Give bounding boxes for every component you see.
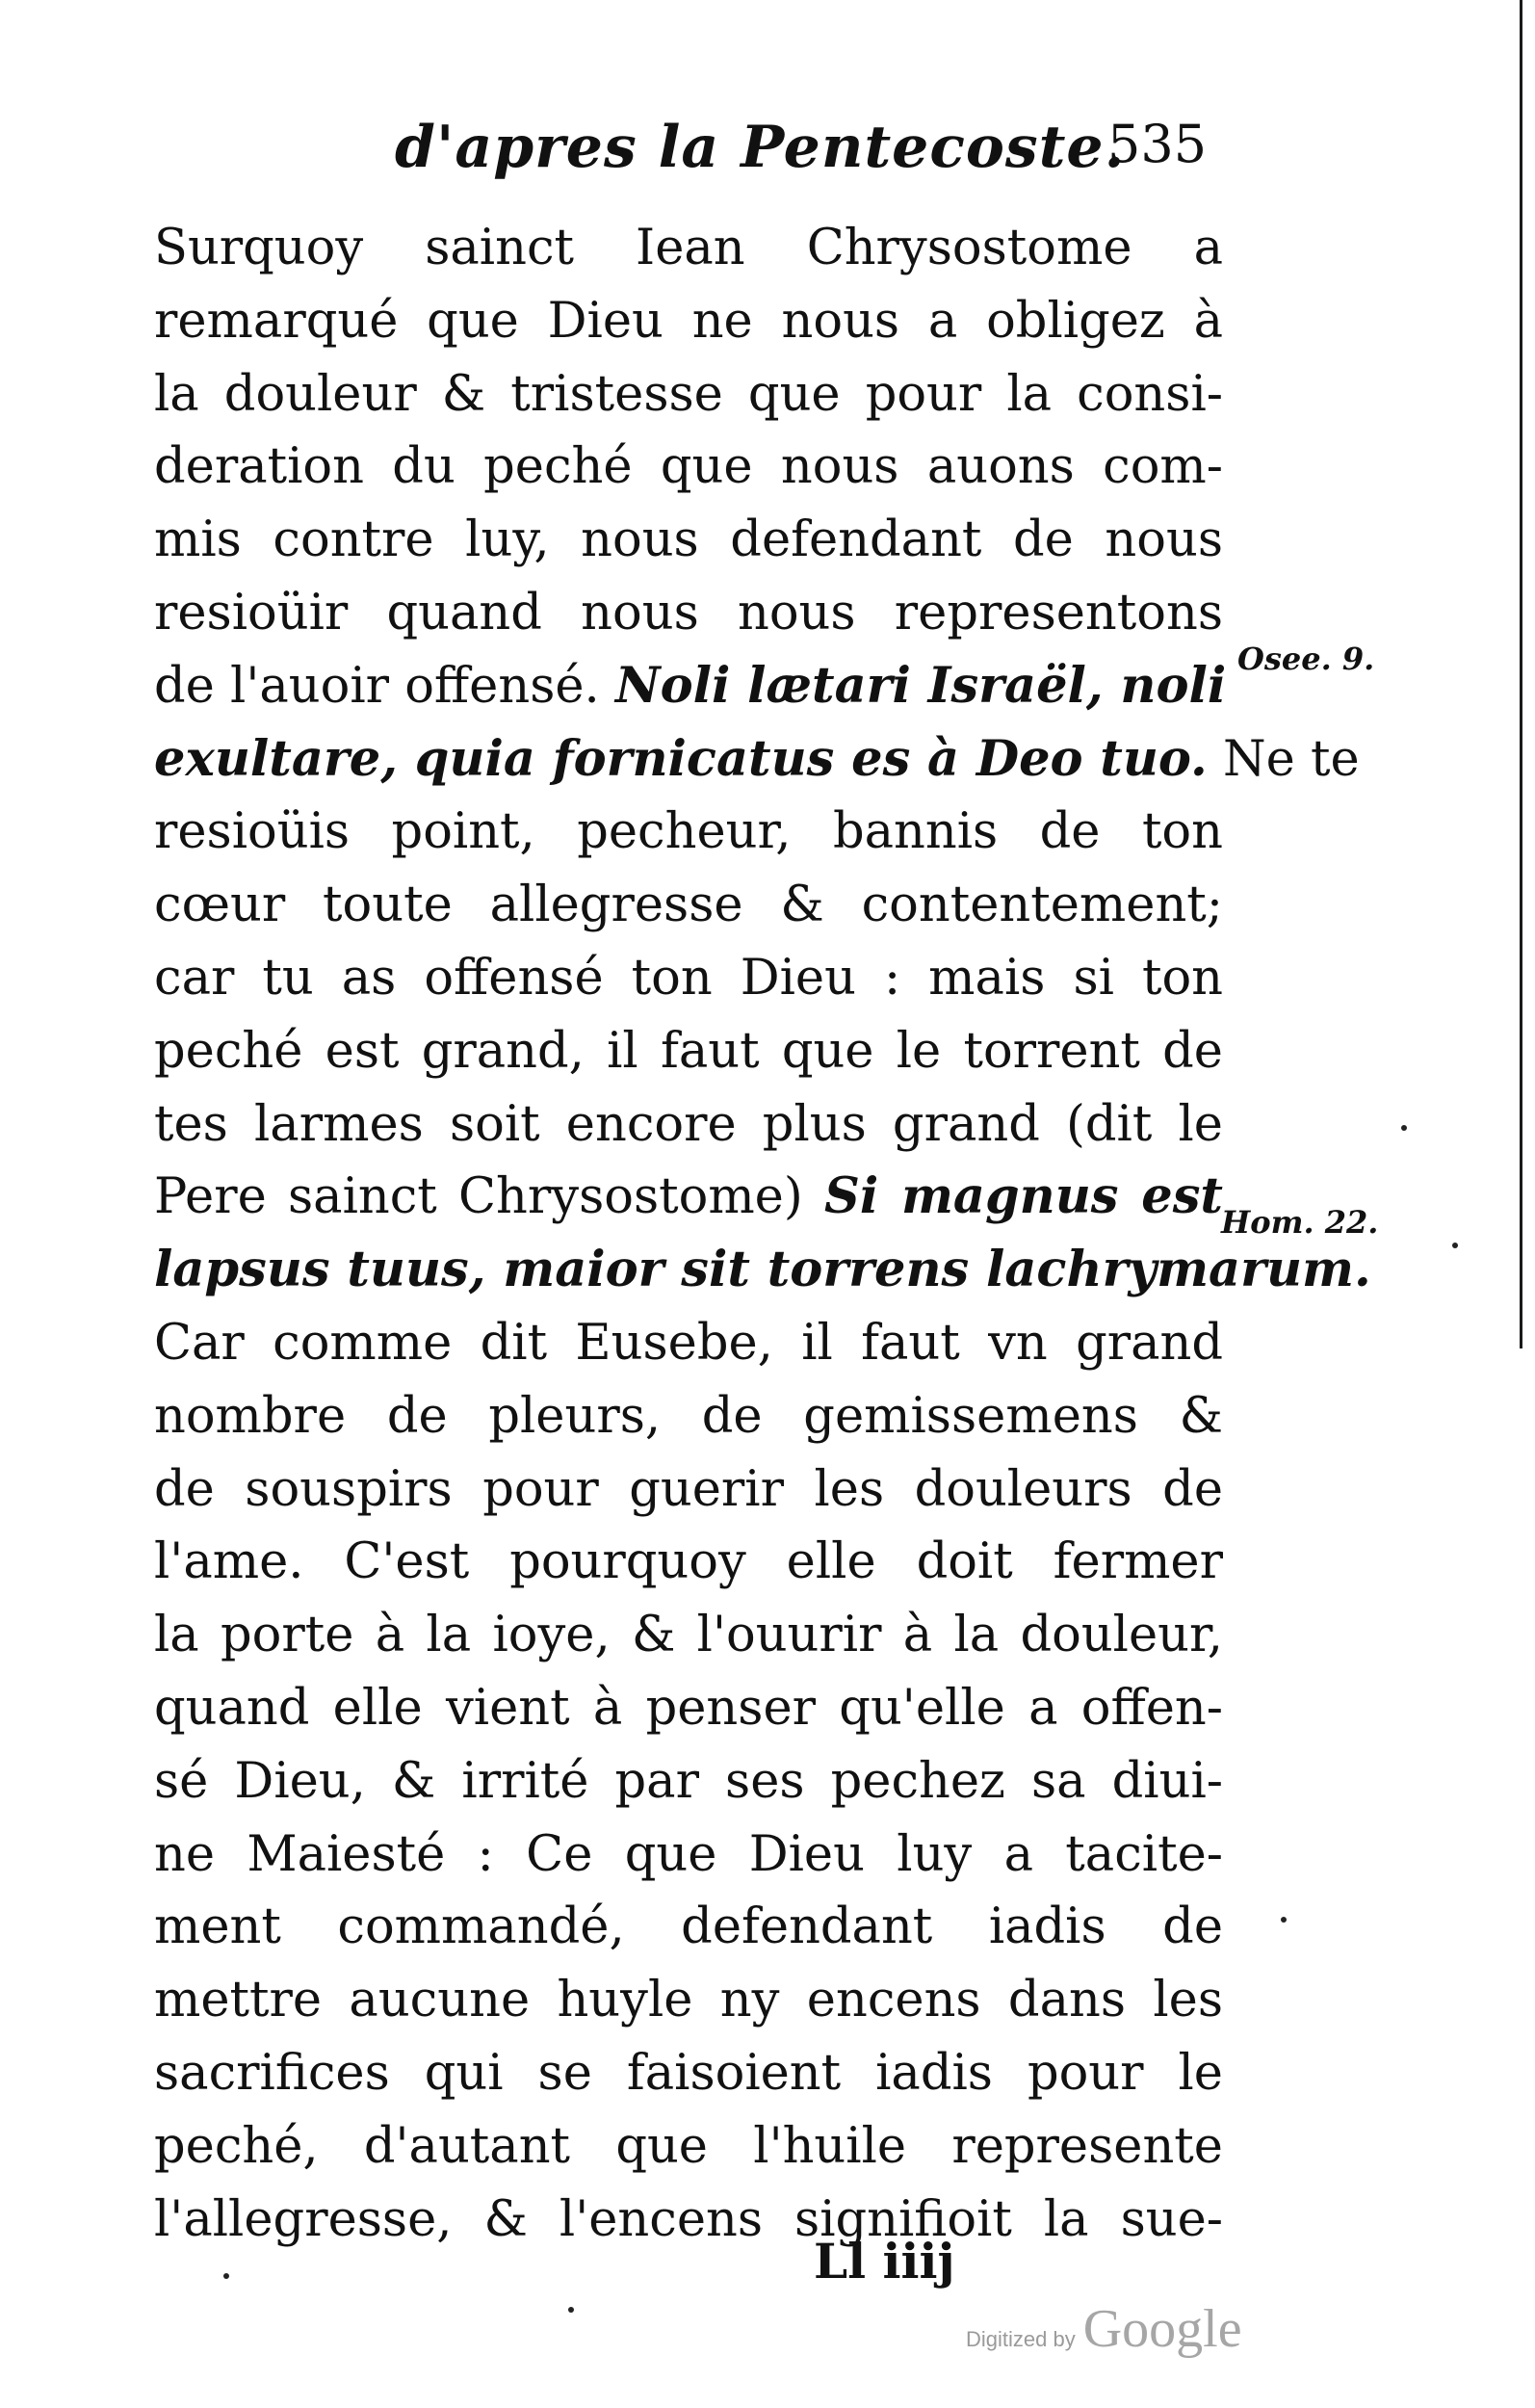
text-line [154,1234,1371,1307]
watermark-brand: Google [1082,2299,1242,2359]
margin-note-osee: Osee. 9. [1237,641,1375,677]
text-segment: car tu as offensé ton Dieu : mais si ton [154,949,1223,1007]
text-segment: mettre aucune huyle ny encens dans les [154,1972,1223,2029]
text-segment: sacrifices qui se faisoient iadis pour le [154,2044,1223,2102]
text-segment: peché est grand, il faut que le torrent de [154,1022,1223,1080]
text-line [154,1088,1223,1162]
text-line [154,2037,1223,2110]
text-segment: mis contre luy, nous defendant de nous [154,511,1223,569]
text-line [154,212,1223,285]
ink-speck [1281,1917,1287,1923]
text-line [154,1015,1223,1088]
text-line [154,1307,1223,1380]
ink-speck [1401,1125,1407,1131]
latin-quotation: Si magnus est [823,1167,1223,1226]
text-line [154,2184,1223,2257]
text-line [154,1161,1223,1234]
page-number: 535 [1107,114,1208,174]
text-segment: deration du peché que nous auons com- [154,438,1223,496]
text-segment: de l'auoir offensé. [154,657,615,715]
text-segment: l'allegresse, & l'encens signifioit la sue- [154,2190,1223,2248]
text-line [154,796,1223,869]
text-segment: ne Maiesté : Ce que Dieu luy a tacite- [154,1825,1223,1883]
text-segment: peché, d'autant que l'huile represente [154,2117,1223,2175]
ink-speck [223,2273,229,2279]
gathering-signature: Ll iiij [814,2233,955,2290]
text-segment: Pere sainct Chrysostome) [154,1168,824,1226]
text-line [154,1453,1223,1527]
text-segment: ment commandé, defendant iadis de [154,1898,1223,1956]
text-line [154,1526,1223,1599]
text-segment: cœur toute allegresse & contentement; [154,877,1223,934]
latin-quotation: exultare, quia fornicatus es à Deo tuo. [154,729,1208,788]
text-segment: de souspirs pour guerir les douleurs de [154,1460,1223,1518]
text-segment: Ne te [1207,730,1360,788]
text-segment: sé Dieu, & irrité par ses pechez sa diui- [154,1752,1223,1810]
text-line [154,723,1360,797]
text-line [154,869,1223,942]
text-segment: nombre de pleurs, de gemissemens & [154,1387,1223,1445]
text-line [154,650,1227,723]
text-line [154,1672,1223,1745]
text-line [154,2110,1223,2184]
text-segment: tes larmes soit encore plus grand (dit le [154,1095,1223,1153]
text-line [154,1380,1223,1453]
latin-quotation: lapsus tuus, maior sit torrens lachrymarum. [154,1241,1371,1299]
text-line [154,1599,1223,1672]
ink-speck [1452,1243,1458,1248]
text-line [154,1891,1223,1964]
ink-speck [568,2307,574,2313]
text-line [154,285,1223,358]
text-segment: quand elle vient à penser qu'elle a offen- [154,1679,1223,1737]
text-segment: la porte à la ioye, & l'ouurir à la douleur, [154,1607,1223,1664]
text-segment: resioüir quand nous nous representons [154,584,1223,641]
text-line [154,358,1223,432]
text-segment: Car comme dit Eusebe, il faut vn grand [154,1314,1223,1372]
text-line [154,1819,1223,1892]
text-line [154,1964,1223,2037]
text-segment: Surquoy sainct Iean Chrysostome a [154,220,1223,276]
text-line [154,504,1223,577]
text-line [154,942,1223,1015]
page-edge-line [1520,0,1522,1348]
latin-quotation: Noli lætari Israël, noli [614,656,1227,715]
text-segment: l'ame. C'est pourquoy elle doit fermer [154,1533,1223,1591]
text-line [154,577,1223,650]
text-line [154,1745,1223,1819]
digitization-watermark [966,2298,1242,2360]
watermark-prefix: Digitized by [966,2327,1076,2351]
running-title: d'apres la Pentecoste. [395,114,1126,181]
text-segment: remarqué que Dieu ne nous a obligez à [154,292,1223,350]
text-segment: la douleur & tristesse que pour la consi- [154,365,1223,423]
text-segment: resioüis point, pecheur, bannis de ton [154,803,1223,861]
text-line [154,431,1223,504]
margin-note-hom: Hom. 22. [1221,1204,1379,1241]
